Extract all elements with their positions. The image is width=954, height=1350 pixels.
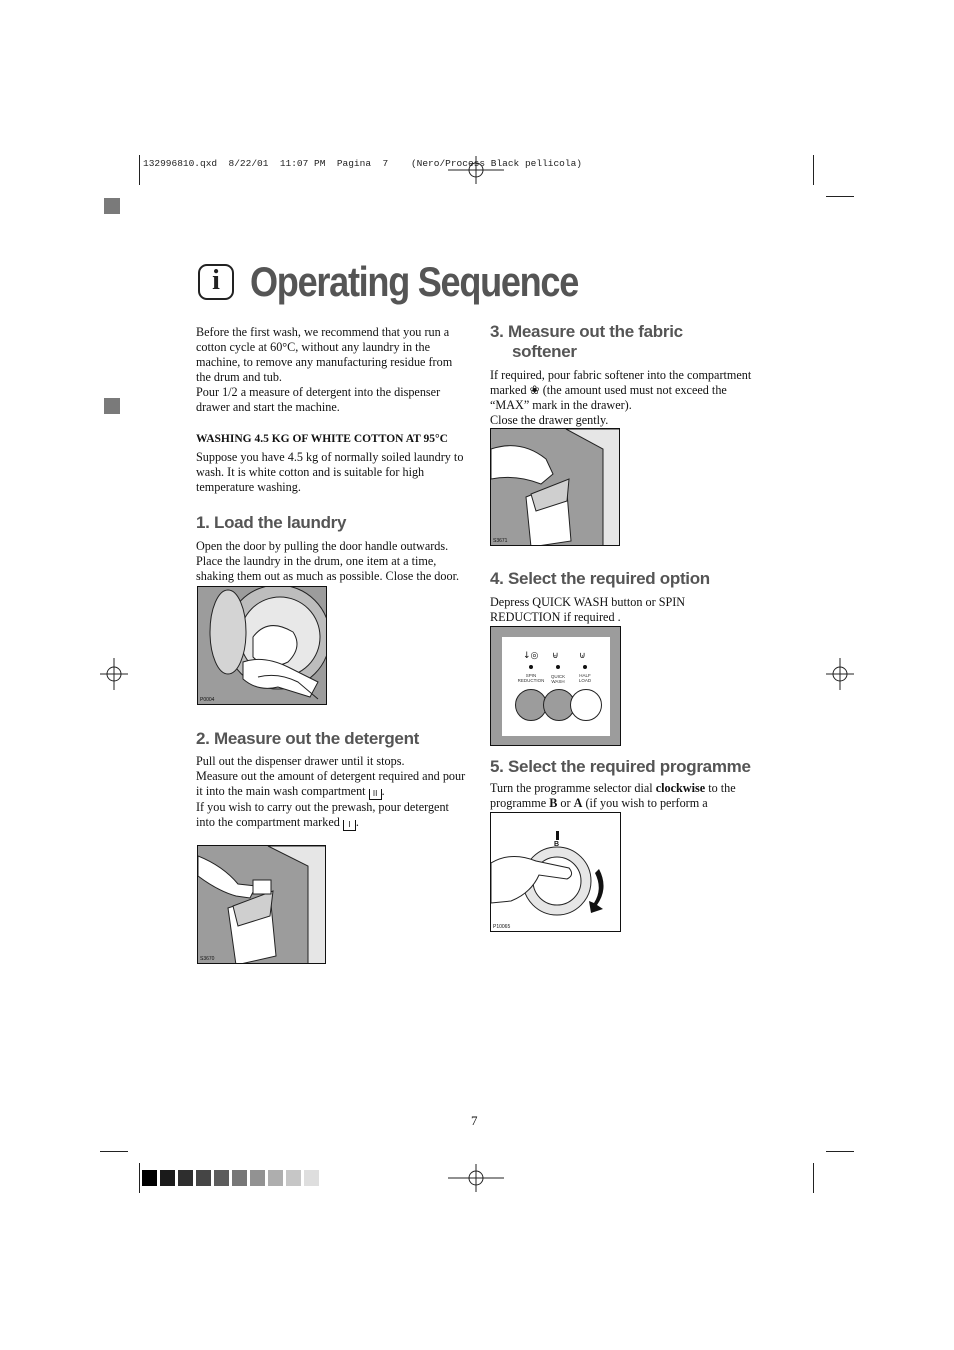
- color-swatch: [178, 1170, 193, 1186]
- step3-line-text: (the amount used must not exceed the “MAX” mark in the drawer).: [490, 383, 727, 412]
- step2-line: If you wish to carry out the prewash, pour detergent into the compartment marked I .: [196, 800, 449, 829]
- label-line: REDUCTION: [517, 678, 545, 683]
- example-subheading: WASHING 4.5 KG OF WHITE COTTON AT 95°C: [196, 433, 448, 445]
- crop-mark: [813, 155, 814, 185]
- label-line: HALF: [579, 673, 591, 678]
- indicator-light: [556, 665, 560, 669]
- quick-wash-symbol-icon: ⊌: [552, 651, 559, 661]
- color-swatch: [268, 1170, 283, 1186]
- color-swatch: [232, 1170, 247, 1186]
- programme-b: B: [549, 796, 558, 810]
- registration-mark-icon: [448, 156, 504, 184]
- clockwise-emphasis: clockwise: [655, 781, 706, 795]
- washing-machine-door-icon: [198, 587, 327, 705]
- color-swatch: [214, 1170, 229, 1186]
- fabric-softener-icon: ❀: [529, 383, 540, 397]
- figure-code: P0004: [200, 697, 215, 703]
- step2-line: Pull out the dispenser drawer until it stops.: [196, 754, 405, 768]
- file-slug: 132996810.qxd 8/22/01 11:07 PM Pagina 7 (Nero/Process Black pellicola): [143, 158, 582, 169]
- margin-square: [104, 198, 120, 214]
- color-swatch: [196, 1170, 211, 1186]
- step5-text-part: Turn the programme selector dial: [490, 781, 653, 795]
- programme-selector-dial-icon: [491, 813, 621, 932]
- half-load-symbol-icon: ⊍: [579, 651, 586, 661]
- option-buttons-illustration: [490, 626, 621, 746]
- fabric-softener-illustration: [490, 428, 620, 546]
- indicator-light: [529, 665, 533, 669]
- info-icon: i: [198, 264, 234, 300]
- dial-mark-label: B: [554, 841, 560, 848]
- margin-square: [104, 398, 120, 414]
- example-text: Suppose you have 4.5 kg of normally soiled laundry to wash. It is white cotton and is suitable for high temperature washing.: [196, 450, 464, 494]
- step3-line-text: If required, pour fabric softener into the compartment marked: [490, 368, 752, 397]
- page-title: Operating Sequence: [250, 258, 579, 305]
- main-wash-compartment-icon: II: [369, 789, 382, 800]
- intro-text: [196, 325, 468, 415]
- half-load-label: [570, 673, 600, 683]
- label-line: SPIN: [525, 673, 537, 678]
- registration-mark-icon: [100, 658, 128, 690]
- crop-mark: [826, 196, 854, 197]
- step2-line-text: If you wish to carry out the prewash, pour detergent into the compartment marked: [196, 800, 449, 829]
- step1-heading: 1. Load the laundry: [196, 513, 347, 532]
- figure-code: S3670: [200, 956, 215, 962]
- crop-mark: [139, 155, 140, 185]
- figure-code: S3671: [493, 538, 508, 544]
- label-line: WASH: [551, 679, 565, 684]
- programme-a: A: [573, 796, 583, 810]
- step3-heading: [490, 322, 683, 362]
- color-swatch: [304, 1170, 319, 1186]
- step5-text-part: or: [560, 796, 571, 810]
- step3-heading-line: 3. Measure out the fabric: [490, 322, 683, 341]
- spin-reduction-symbol-icon: ↓◎: [523, 651, 539, 661]
- step2-line: Measure out the amount of detergent required and pour it into the main wash compartment II .: [196, 769, 466, 798]
- step2-line-text: Measure out the amount of detergent required and pour it into the main wash compartment: [196, 769, 466, 798]
- crop-mark: [139, 1163, 140, 1193]
- step3-line: [490, 368, 752, 413]
- crop-mark: [100, 1151, 128, 1152]
- step3-heading-line: softener: [512, 342, 577, 361]
- step3-line: Close the drawer gently.: [490, 413, 609, 427]
- dispenser-drawer-icon: [198, 846, 326, 964]
- half-load-button[interactable]: [570, 689, 602, 721]
- load-laundry-illustration: [197, 586, 327, 705]
- registration-mark-icon: [826, 658, 854, 690]
- step4-text: Depress QUICK WASH button or SPIN REDUCTION if required .: [490, 595, 686, 624]
- detergent-drawer-illustration: [197, 845, 326, 964]
- step3-text: [490, 368, 752, 428]
- prewash-compartment-icon: I: [343, 820, 356, 831]
- step4-heading: 4. Select the required option: [490, 569, 710, 588]
- softener-drawer-icon: [491, 429, 620, 546]
- figure-code: P10065: [493, 924, 511, 930]
- color-swatch: [286, 1170, 301, 1186]
- indicator-light: [583, 665, 587, 669]
- color-swatch: [250, 1170, 265, 1186]
- step5-heading: 5. Select the required programme: [490, 757, 751, 776]
- quick-wash-label: [543, 674, 573, 684]
- step2-text: [196, 754, 466, 831]
- programme-dial-illustration: [490, 812, 621, 932]
- crop-mark: [826, 1151, 854, 1152]
- crop-mark: [813, 1163, 814, 1193]
- step5-text-part: (if you wish to perform a: [585, 796, 708, 810]
- step2-heading: 2. Measure out the detergent: [196, 729, 420, 748]
- step1-text: Open the door by pulling the door handle outwards. Place the laundry in the drum, one item at a time, shaking them out as much as possible. Close the door.: [196, 539, 460, 583]
- registration-mark-icon: [448, 1164, 504, 1192]
- color-swatch: [160, 1170, 175, 1186]
- label-line: QUICK: [550, 674, 566, 679]
- label-line: LOAD: [578, 678, 592, 683]
- step5-text-part: to the programme: [490, 781, 736, 810]
- intro-paragraph: Pour 1/2 a measure of detergent into the dispenser drawer and start the machine.: [196, 385, 441, 414]
- color-swatch: [142, 1170, 157, 1186]
- spin-reduction-label: [516, 673, 546, 683]
- page-number: 7: [471, 1113, 478, 1128]
- intro-paragraph: Before the first wash, we recommend that you run a cotton cycle at 60°C, without any laundry in the machine, to remove any manufacturing residue from the drum and tub.: [196, 325, 453, 384]
